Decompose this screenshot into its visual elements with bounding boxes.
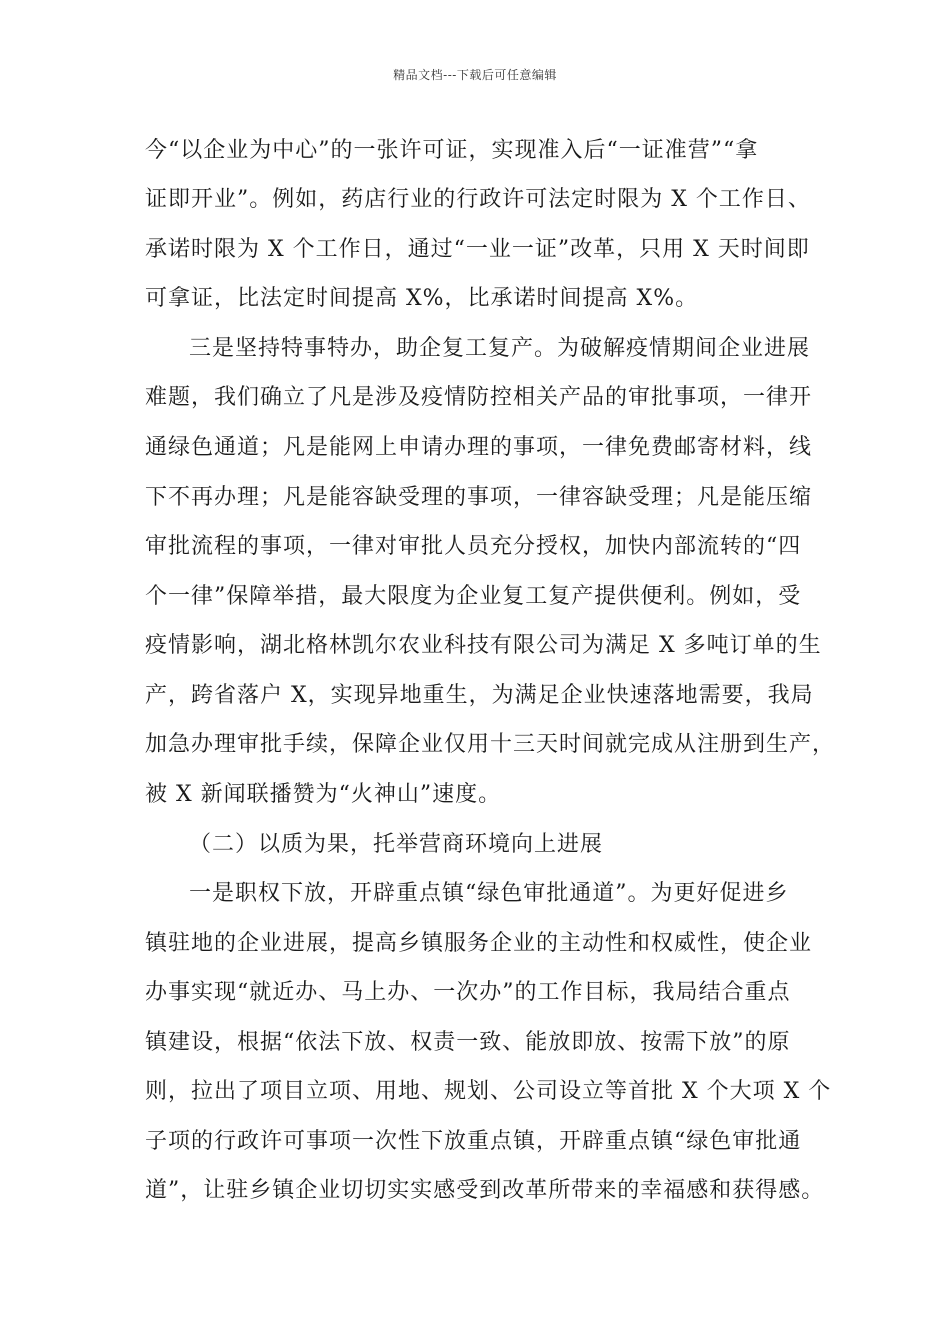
paragraph-start-line: 一是职权下放，开辟重点镇“绿色审批通道”。为更好促进乡 xyxy=(189,881,789,906)
text-line: 难题，我们确立了凡是涉及疫情防控相关产品的审批事项，一律开 xyxy=(145,385,813,410)
paragraph-start-line: 三是坚持特事特办，助企复工复产。为破解疫情期间企业进展 xyxy=(189,336,811,361)
text-line: 镇驻地的企业进展，提高乡镇服务企业的主动性和权威性，使企业 xyxy=(145,931,813,956)
text-line: 个一律”保障举措，最大限度为企业复工复产提供便利。例如，受 xyxy=(145,584,802,609)
text-line: 承诺时限为 X 个工作日，通过“一业一证”改革，只用 X 天时间即 xyxy=(145,237,810,262)
page-header: 精品文档---下载后可任意编辑 xyxy=(393,68,557,82)
text-line: 可拿证，比法定时间提高 X%，比承诺时间提高 X%。 xyxy=(145,286,699,311)
text-line: 子项的行政许可事项一次性下放重点镇，开辟重点镇“绿色审批通 xyxy=(145,1129,802,1154)
text-line: 今“以企业为中心”的一张许可证，实现准入后“一证准营”“拿 xyxy=(145,138,759,163)
text-line: 证即开业”。例如，药店行业的行政许可法定时限为 X 个工作日、 xyxy=(145,187,811,212)
text-line: 被 X 新闻联播赞为“火神山”速度。 xyxy=(145,782,502,807)
text-line: 通绿色通道；凡是能网上申请办理的事项，一律免费邮寄材料，线 xyxy=(145,435,813,460)
text-line: 则，拉出了项目立项、用地、规划、公司设立等首批 X 个大项 X 个 xyxy=(145,1079,832,1104)
text-line: 办事实现“就近办、马上办、一次办”的工作目标，我局结合重点 xyxy=(145,980,791,1005)
text-line: 加急办理审批手续，保障企业仅用十三天时间就完成从注册到生产， xyxy=(145,732,836,757)
text-line: 下不再办理；凡是能容缺受理的事项，一律容缺受理；凡是能压缩 xyxy=(145,485,813,510)
section-heading: （二）以质为果，托举营商环境向上进展 xyxy=(189,832,604,857)
text-line: 道”，让驻乡镇企业切切实实感受到改革所带来的幸福感和获得感。 xyxy=(145,1178,825,1203)
text-line: 疫情影响，湖北格林凯尔农业科技有限公司为满足 X 多吨订单的生 xyxy=(145,633,822,658)
text-line: 产，跨省落户 X，实现异地重生，为满足企业快速落地需要，我局 xyxy=(145,683,814,708)
text-line: 审批流程的事项，一律对审批人员充分授权，加快内部流转的“四 xyxy=(145,534,802,559)
text-line: 镇建设，根据“依法下放、权责一致、能放即放、按需下放”的原 xyxy=(145,1030,791,1055)
